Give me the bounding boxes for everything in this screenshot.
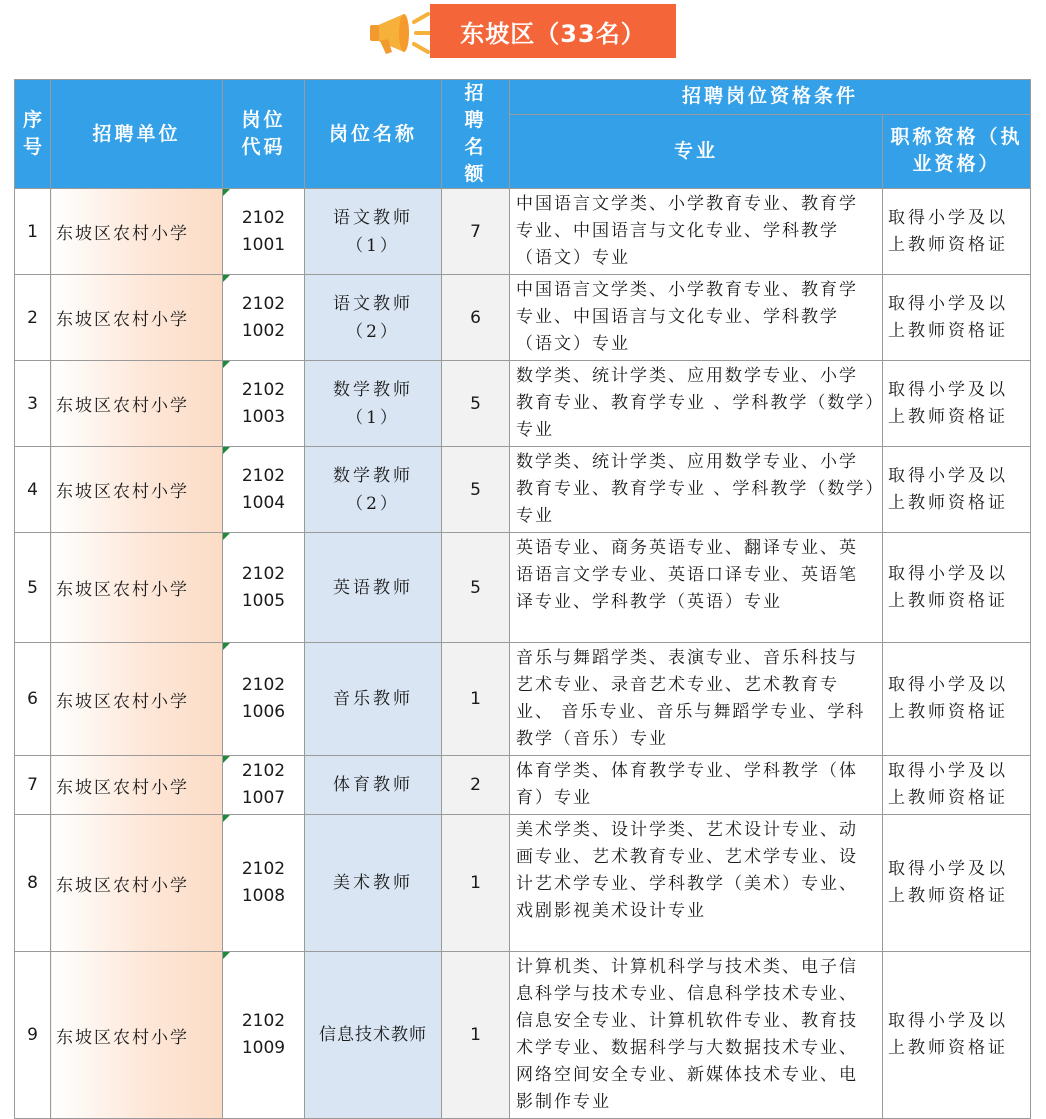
row-major: 数学类、统计学类、应用数学专业、小学教育专业、教育学专业 、学科教学（数学）专业 <box>510 447 883 533</box>
row-no: 3 <box>15 361 51 447</box>
row-unit: 东坡区农村小学 <box>51 447 223 533</box>
comment-marker <box>223 756 230 763</box>
comment-marker <box>223 643 230 650</box>
row-qualification: 取得小学及以上教师资格证 <box>883 533 1031 643</box>
row-code-text: 21021008 <box>241 859 286 906</box>
row-position <box>305 361 442 447</box>
recruitment-table <box>14 79 1031 1119</box>
row-code <box>223 189 305 275</box>
row-quota: 1 <box>442 643 510 756</box>
row-code-text: 21021002 <box>241 293 286 341</box>
header-major: 专业 <box>510 114 883 188</box>
row-unit: 东坡区农村小学 <box>51 952 223 1119</box>
row-code <box>223 447 305 533</box>
row-no: 5 <box>15 533 51 643</box>
row-code <box>223 643 305 756</box>
row-quota: 6 <box>442 275 510 361</box>
row-quota: 1 <box>442 815 510 952</box>
row-major: 英语专业、商务英语专业、翻译专业、英语语言文学专业、英语口译专业、英语笔译专业、学科教学（英语）专业 <box>510 533 883 643</box>
row-code-text: 21021001 <box>241 207 286 255</box>
header-quota: 招聘名额 <box>442 80 510 189</box>
row-code-text: 21021003 <box>241 379 286 427</box>
row-quota: 5 <box>442 447 510 533</box>
row-code <box>223 756 305 815</box>
row-major: 音乐与舞蹈学类、表演专业、音乐科技与艺术专业、录音艺术专业、艺术教育专业、 音乐专业、音乐与舞蹈学专业、学科教学（音乐）专业 <box>510 643 883 756</box>
row-no: 6 <box>15 643 51 756</box>
row-no: 9 <box>15 952 51 1119</box>
row-qualification: 取得小学及以上教师资格证 <box>883 756 1031 815</box>
header-conditions: 招聘岗位资格条件 <box>510 80 1031 115</box>
header-position: 岗位名称 <box>305 80 442 189</box>
row-qualification: 取得小学及以上教师资格证 <box>883 189 1031 275</box>
table-row <box>15 815 1031 952</box>
row-code-text: 21021007 <box>241 761 286 808</box>
comment-marker <box>223 533 230 540</box>
row-major: 中国语言文学类、小学教育专业、教育学专业、中国语言与文化专业、学科教学（语文）专业 <box>510 275 883 361</box>
row-position-text: 数学教师（1） <box>333 379 413 428</box>
row-code <box>223 533 305 643</box>
row-qualification: 取得小学及以上教师资格证 <box>883 952 1031 1119</box>
table-row <box>15 756 1031 815</box>
comment-marker <box>223 952 230 959</box>
row-position: 美术教师 <box>305 815 442 952</box>
row-unit: 东坡区农村小学 <box>51 361 223 447</box>
row-major: 中国语言文学类、小学教育专业、教育学专业、中国语言与文化专业、学科教学（语文）专业 <box>510 189 883 275</box>
row-position <box>305 189 442 275</box>
row-qualification: 取得小学及以上教师资格证 <box>883 361 1031 447</box>
row-code <box>223 275 305 361</box>
row-unit: 东坡区农村小学 <box>51 189 223 275</box>
table-row <box>15 447 1031 533</box>
row-qualification: 取得小学及以上教师资格证 <box>883 275 1031 361</box>
row-no: 1 <box>15 189 51 275</box>
row-code-text: 21021009 <box>241 1011 286 1058</box>
row-qualification: 取得小学及以上教师资格证 <box>883 447 1031 533</box>
row-major: 计算机类、计算机科学与技术类、电子信息科学与技术专业、信息科学技术专业、信息安全专业、计算机软件专业、教育技术学专业、数据科学与大数据技术专业、网络空间安全专业、新媒体技术专业、电影制作专业 <box>510 952 883 1119</box>
table-row <box>15 533 1031 643</box>
row-position-text: 数学教师（2） <box>333 465 413 514</box>
row-major: 美术学类、设计学类、艺术设计专业、动画专业、艺术教育专业、艺术学专业、设计艺术学专业、学科教学（美术）专业、戏剧影视美术设计专业 <box>510 815 883 952</box>
row-unit: 东坡区农村小学 <box>51 533 223 643</box>
row-unit: 东坡区农村小学 <box>51 275 223 361</box>
header-qualification: 职称资格（执业资格） <box>883 114 1031 188</box>
header-unit: 招聘单位 <box>51 80 223 189</box>
row-quota: 1 <box>442 952 510 1119</box>
row-position <box>305 275 442 361</box>
row-no: 2 <box>15 275 51 361</box>
row-position: 英语教师 <box>305 533 442 643</box>
comment-marker <box>223 361 230 368</box>
row-position-text: 语文教师（1） <box>333 207 413 256</box>
table-row <box>15 275 1031 361</box>
row-unit: 东坡区农村小学 <box>51 643 223 756</box>
header-code: 岗位代码 <box>223 80 305 189</box>
comment-marker <box>223 815 230 822</box>
comment-marker <box>223 275 230 282</box>
row-position: 信息技术教师 <box>305 952 442 1119</box>
row-major: 数学类、统计学类、应用数学专业、小学教育专业、教育学专业 、学科教学（数学）专业 <box>510 361 883 447</box>
row-no: 4 <box>15 447 51 533</box>
row-no: 8 <box>15 815 51 952</box>
row-position-text: 语文教师（2） <box>333 293 413 342</box>
row-position <box>305 447 442 533</box>
table-row <box>15 361 1031 447</box>
row-code <box>223 952 305 1119</box>
row-position: 体育教师 <box>305 756 442 815</box>
row-code-text: 21021006 <box>241 675 286 722</box>
table-row <box>15 643 1031 756</box>
row-quota: 5 <box>442 361 510 447</box>
section-banner <box>368 2 678 60</box>
row-unit: 东坡区农村小学 <box>51 756 223 815</box>
row-code-text: 21021005 <box>241 563 286 611</box>
comment-marker <box>223 189 230 196</box>
row-qualification: 取得小学及以上教师资格证 <box>883 643 1031 756</box>
row-quota: 7 <box>442 189 510 275</box>
row-quota: 2 <box>442 756 510 815</box>
megaphone-icon <box>368 8 438 58</box>
row-unit: 东坡区农村小学 <box>51 815 223 952</box>
row-quota: 5 <box>442 533 510 643</box>
row-major: 体育学类、体育教学专业、学科教学（体育）专业 <box>510 756 883 815</box>
table-row <box>15 952 1031 1119</box>
row-code-text: 21021004 <box>241 465 286 513</box>
row-no: 7 <box>15 756 51 815</box>
comment-marker <box>223 447 230 454</box>
row-qualification: 取得小学及以上教师资格证 <box>883 815 1031 952</box>
row-code <box>223 815 305 952</box>
row-position: 音乐教师 <box>305 643 442 756</box>
table-row <box>15 189 1031 275</box>
banner-title: 东坡区（33名） <box>430 4 676 58</box>
row-code <box>223 361 305 447</box>
header-no: 序号 <box>15 80 51 189</box>
